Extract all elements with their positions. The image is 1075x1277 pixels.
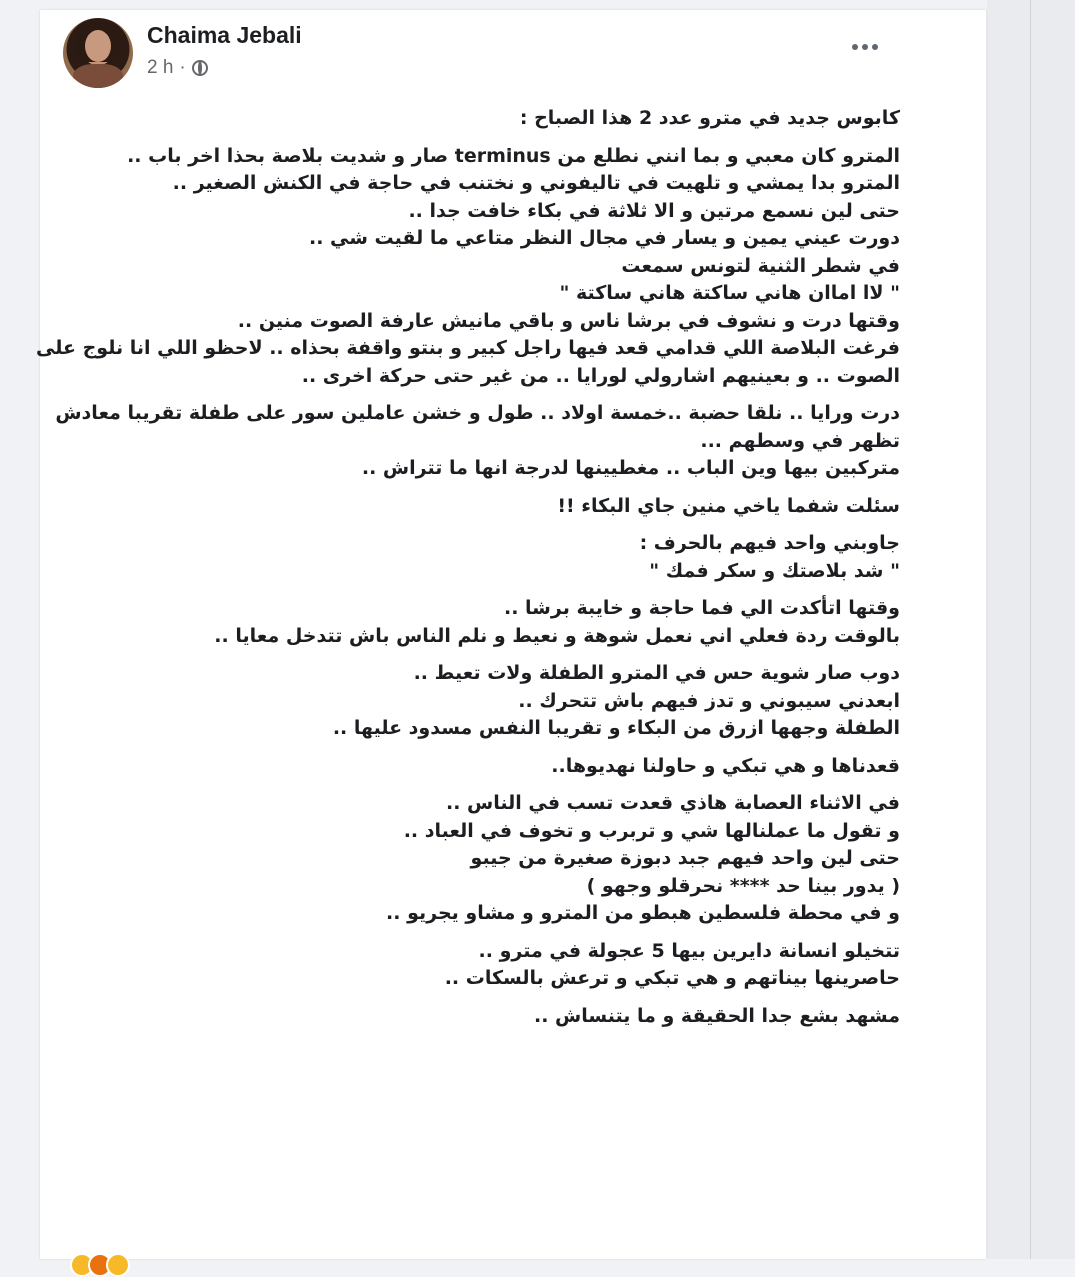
post-paragraph <box>100 530 900 585</box>
author-name[interactable]: Chaima Jebali <box>147 22 302 48</box>
globe-icon[interactable] <box>192 60 208 76</box>
post-line: متركبين بيها وين الباب .. مغطيينها لدرجة انها ما تتراش .. <box>361 457 900 479</box>
post-paragraph <box>100 1003 900 1031</box>
post-line: دورت عيني يمين و يسار في مجال النظر متاعي ما لقيت شي .. <box>308 227 900 249</box>
post-line: وقتها درت و نشوف في برشا ناس و باقي مانيش عارفة الصوت منين .. <box>237 309 900 332</box>
post-line: حاصرينها بيناتهم و هي تبكي و ترعش بالسكات .. <box>444 967 900 989</box>
dot-icon <box>862 44 868 50</box>
post-time[interactable]: 2 h <box>147 57 174 78</box>
reactions-summary[interactable] <box>70 1253 124 1277</box>
post-card <box>36 10 986 1259</box>
post-line: الصوت .. و بعينيهم اشارولي لورايا .. من غير حتى حركة اخرى .. <box>301 364 900 387</box>
post-line: و تقول ما عملنالها شي و تربرب و تخوف في العباد .. <box>403 819 900 842</box>
post-line: في الاثناء العصابة هاذي قعدت تسب في الناس .. <box>445 792 900 814</box>
post-line: " شد بلاصتك و سكر فمك " <box>649 559 900 582</box>
post-line: ( يدور بينا حد **** نحرقلو وجهو ) <box>586 874 900 897</box>
post-line: " لاا اماان هاني ساكتة هاني ساكتة " <box>559 282 900 304</box>
post-paragraph <box>100 105 900 133</box>
post-paragraph <box>100 595 900 650</box>
post-line: تظهر في وسطهم ... <box>700 429 900 452</box>
post-line: كابوس جديد في مترو عدد 2 هذا الصباح : <box>519 107 900 129</box>
post-line: درت ورايا .. نلقا حضبة ..خمسة اولاد .. طول و خشن عاملين سور على طفلة تقريبا معادش <box>55 402 900 424</box>
post-line: الطفلة وجهها ازرق من البكاء و تقريبا النفس مسدود عليها .. <box>332 717 900 739</box>
post-line: قعدناها و هي تبكي و حاولنا نهديوها.. <box>551 754 900 777</box>
post-line: مشهد بشع جدا الحقيقة و ما يتنساش .. <box>534 1004 900 1027</box>
post-line: ابعدني سيبوني و تدز فيهم باش تتحرك .. <box>518 689 900 712</box>
post-line: دوب صار شوية حس في المترو الطفلة ولات تعيط .. <box>413 662 900 684</box>
post-line: تتخيلو انسانة دايرين بيها 5 عجولة في مترو .. <box>478 939 900 962</box>
post-paragraph <box>100 660 900 743</box>
sad-reaction-icon <box>106 1253 130 1277</box>
post-line: حتى لين واحد فيهم جبد دبوزة صغيرة من جيبو <box>470 847 900 869</box>
post-paragraph <box>100 493 900 521</box>
post-line: المترو بدا يمشي و تلهيت في تاليفوني و نختنب في حاجة في الكنش الصغير .. <box>172 172 900 194</box>
post-line: حتى لين نسمع مرتين و الا ثلاثة في بكاء خافت جدا .. <box>408 199 900 222</box>
post-line: في شطر الثنية لتونس سمعت <box>621 254 900 277</box>
dot-icon <box>872 44 878 50</box>
dot-icon <box>852 44 858 50</box>
right-panel-background <box>987 0 1075 1259</box>
post-paragraph <box>55 400 900 483</box>
post-meta: 2 h · <box>147 57 208 79</box>
more-options-button[interactable] <box>845 32 885 62</box>
post-line: بالوقت ردة فعلي اني نعمل شوهة و نعيط و نلم الناس باش تتدخل معايا .. <box>214 624 900 647</box>
post-paragraph <box>100 938 900 993</box>
post-line: المترو كان معبي و بما انني نطلع من terminus صار و شديت بلاصة بحذا اخر باب .. <box>127 144 900 167</box>
post-line: جاوبني واحد فيهم بالحرف : <box>639 532 900 554</box>
post-text <box>36 105 900 1040</box>
avatar[interactable] <box>63 18 133 88</box>
post-paragraph <box>36 143 900 391</box>
post-line: و في محطة فلسطين هبطو من المترو و مشاو يجريو .. <box>386 902 900 924</box>
panel-divider <box>1030 0 1031 1259</box>
post-line: فرغت البلاصة اللي قدامي قعد فيها راجل كبير و بنتو واقفة بحذاه .. لاحظو اللي انا نلوج على <box>36 337 900 359</box>
post-line: سئلت شفما ياخي منين جاي البكاء !! <box>557 494 900 517</box>
post-line: وقتها اتأكدت الي فما حاجة و خايبة برشا .. <box>504 597 900 619</box>
post-paragraph <box>100 790 900 928</box>
post-paragraph <box>100 753 900 781</box>
